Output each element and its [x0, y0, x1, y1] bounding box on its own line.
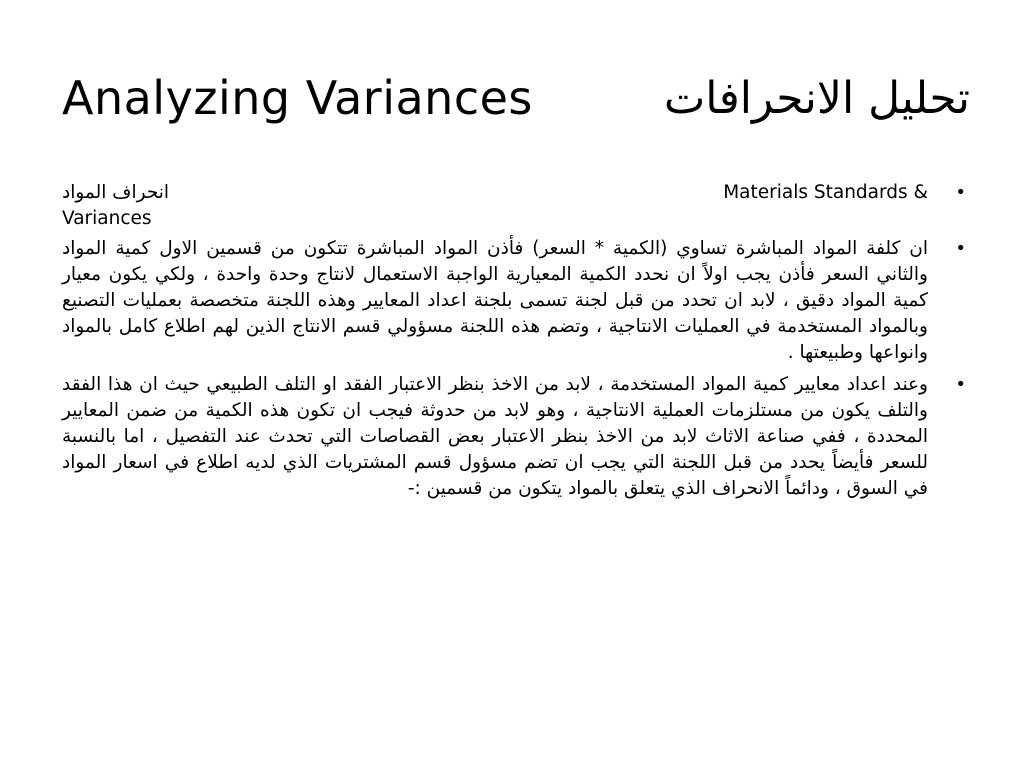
bullet-paragraph: وعند اعداد معايير كمية المواد المستخدمة ، لابد من الاخذ بنظر الاعتبار الفقد او التلف الطبيعي حيث ان هذا الفقد والتلف يكون من مستلزمات العملية الانتاجية ، وهو لابد من حدوثة فيجب ان تكون هذه الكمية من ضمن المعايير المحددة ، ففي صناعة الاثاث لابد من الاخذ بنظر الاعتبار بعض القصاصات التي تحدث عند التفصيل ، اما بالنسبة للسعر فأيضاً يحدد من قبل اللجنة التي يجب ان تضم مسؤول قسم المشتريات الذي لديه اطلاع في اسعار المواد في السوق ، ودائماً الانحراف الذي يتعلق بالمواد يتكون من قسمين :-: [62, 374, 928, 499]
slide-content: [62, 180, 970, 508]
bullet-heading-english-standards: Materials Standards &: [723, 182, 928, 203]
bullet-dot: •: [955, 182, 966, 203]
title-arabic: تحليل الانحرافات: [663, 72, 970, 124]
slide-title: [62, 62, 970, 134]
bullet-materials-variances: [62, 180, 970, 232]
bullet-quantity-standards: [62, 372, 970, 502]
bullet-direct-materials-cost: [62, 236, 970, 366]
bullet-heading-arabic: انحراف المواد: [62, 182, 170, 203]
bullet-heading-english-variances: Variances: [62, 208, 152, 229]
title-english: Analyzing Variances: [62, 71, 533, 125]
bullet-heading-group: [62, 180, 169, 232]
bullet-dot: •: [955, 374, 966, 395]
bullet-paragraph: ان كلفة المواد المباشرة تساوي (الكمية * السعر) فأذن المواد المباشرة تتكون من قسمين الاول كمية المواد والثاني السعر فأذن يجب اولاً ان نحدد الكمية المعيارية الواجبة الاستعمال لانتاج وحدة واحدة ، ولكي يكون معيار كمية المواد دقيق ، لابد ان تحدد من قبل لجنة تسمى بلجنة اعداد المعايير وهذه اللجنة متخصصة بعمليات التصنيع وبالمواد المستخدمة في العمليات الانتاجية ، وتضم هذه اللجنة مسؤولي قسم الانتاج الذين لهم اطلاع كامل بالمواد وانواعها وطبيعتها .: [62, 238, 928, 363]
bullet-dot: •: [955, 238, 966, 259]
